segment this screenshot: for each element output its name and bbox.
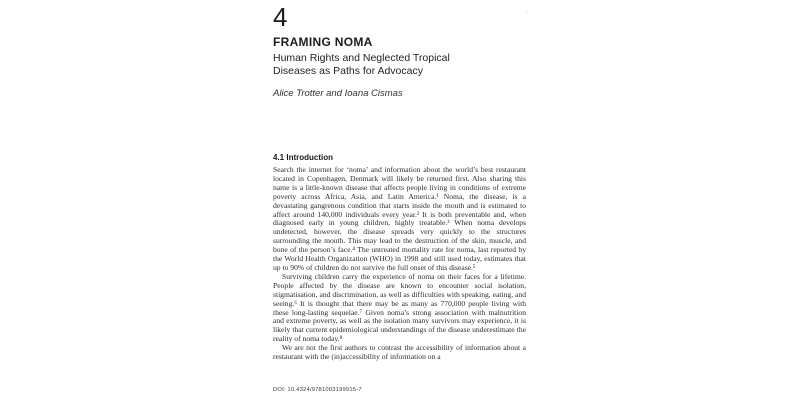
chapter-authors: Alice Trotter and Ioana Cismas bbox=[273, 88, 403, 99]
section-heading: 4.1 Introduction bbox=[273, 153, 333, 162]
chapter-number: 4 bbox=[273, 2, 288, 32]
paragraph-2: Surviving children carry the experience of noma on their faces for a lifetime. People affected by the disease are known to encounter social isolation, stigmatisation, and discrimination, as well as difficulties with speaking, eating, and seeing.⁶ It is thought that there may be as many as 770,000 people living with these long-lasting sequelae.⁷ Given noma’s strong association with malnutrition and extreme poverty, as well as the isolation many survivors may experience, it is likely that current epidemiological understandings of the disease underestimate the reality of noma today.⁸ bbox=[273, 271, 526, 344]
chapter-first-page bbox=[273, 0, 526, 400]
chapter-title: FRAMING NOMA bbox=[273, 35, 373, 49]
body-text bbox=[273, 166, 526, 362]
paragraph-3: We are not the first authors to contrast the accessibility of information about a restaurant with the (in)accessibility of information on a bbox=[273, 343, 526, 362]
chapter-subtitle: Human Rights and Neglected Tropical Diseases as Paths for Advocacy bbox=[273, 52, 450, 77]
paragraph-1: Search the internet for ‘noma’ and information about the world’s best restaurant located in Copenhagen, Denmark will likely be returned first. Also sharing this name is a little-known disease that affects people living in conditions of extreme poverty across Africa, Asia, and Latin America.¹ Noma, the disease, is a devastating gangrenous condition that starts inside the mouth and is estimated to affect around 140,000 individuals every year.² It is both preventable and, when diagnosed early in young children, highly treatable.³ When noma develops undetected, however, the disease spreads very quickly to the structures surrounding the mouth. This may lead to the destruction of the skin, muscle, and bone of the person’s face.⁴ The untreated mortality rate for noma, last reported by the World Health Organization (WHO) in 1998 and still used today, estimates that up to 90% of children do not survive the full onset of this disease.⁵ bbox=[273, 165, 526, 272]
doi-footer: DOI: 10.4324/9781003199915-7 bbox=[273, 387, 362, 393]
